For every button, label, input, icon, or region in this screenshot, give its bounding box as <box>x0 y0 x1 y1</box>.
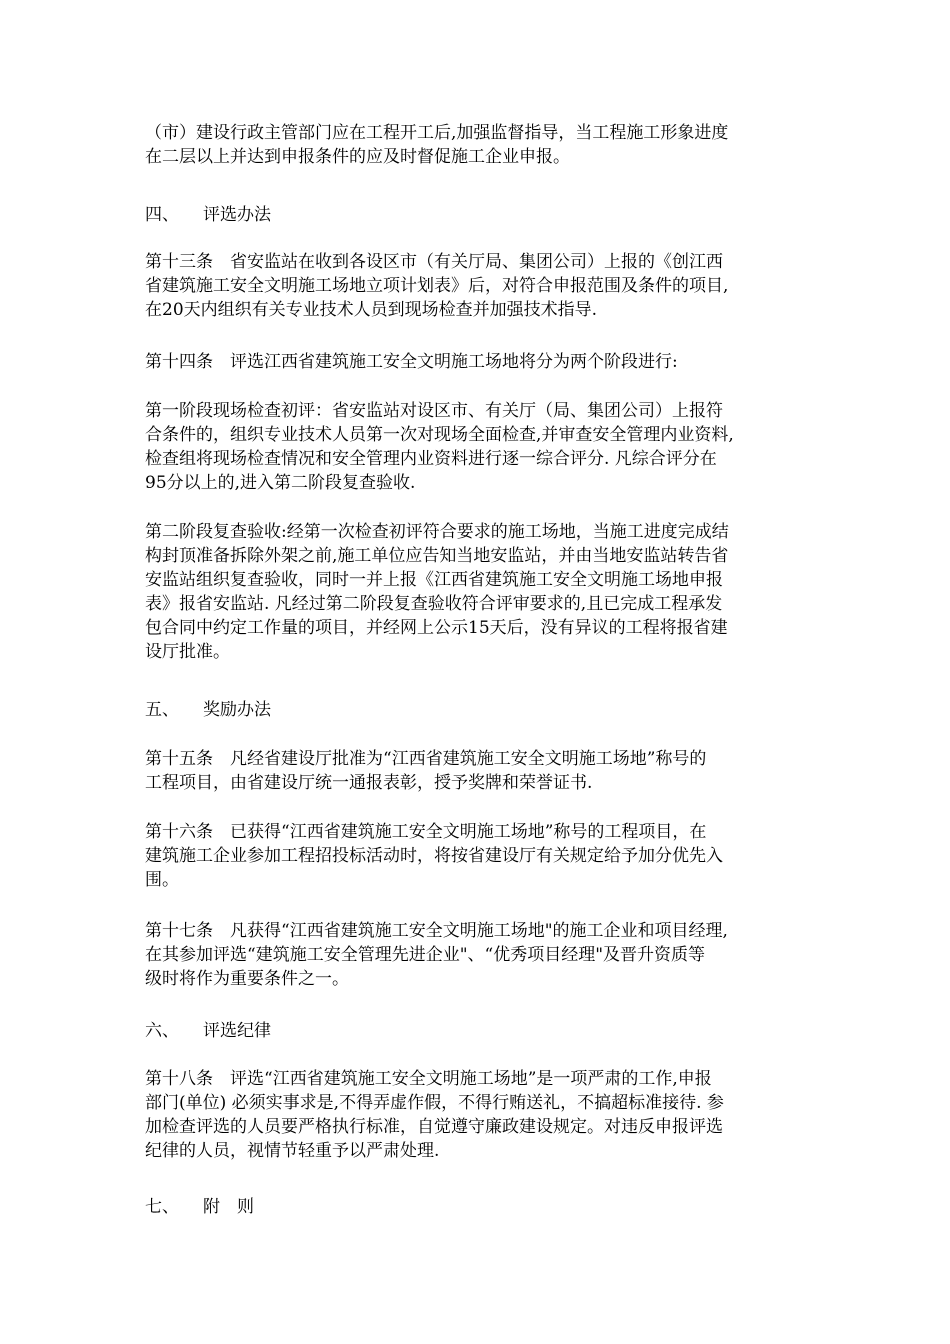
section-title: 评选办法 <box>203 205 271 225</box>
text-line: 省建筑施工安全文明施工场地立项计划表》后，对符合申报范围及条件的项目, <box>145 276 729 296</box>
text-line: 建筑施工企业参加工程招投标活动时，将按省建设厅有关规定给予加分优先入 <box>145 846 723 866</box>
text-line: 95分以上的,进入第二阶段复查验收. <box>145 473 416 493</box>
text-line: 纪律的人员，视情节轻重予以严肃处理. <box>145 1141 440 1161</box>
text-line: 在二层以上并达到申报条件的应及时督促施工企业申报。 <box>145 147 570 167</box>
paragraph-article-14 <box>145 350 810 374</box>
paragraph-article-15 <box>145 747 810 795</box>
paragraph-article-13 <box>145 250 810 322</box>
text-line: 第二阶段复查验收:经第一次检查初评符合要求的施工场地，当施工进度完成结 <box>145 522 729 542</box>
text-line: 表》报省安监站. 凡经过第二阶段复查验收符合评审要求的,且已完成工程承发 <box>145 594 723 614</box>
section-heading-7 <box>145 1195 810 1219</box>
section-heading-6 <box>145 1019 810 1043</box>
section-heading-5 <box>145 698 810 722</box>
paragraph-article-17 <box>145 919 810 991</box>
text-line: （市）建设行政主管部门应在工程开工后,加强监督指导，当工程施工形象进度 <box>145 123 729 143</box>
text-line: 第十三条 省安监站在收到各设区市（有关厅局、集团公司）上报的《创江西 <box>145 252 723 272</box>
section-title: 评选纪律 <box>203 1021 271 1041</box>
text-line: 工程项目，由省建设厅统一通报表彰，授予奖牌和荣誉证书. <box>145 773 593 793</box>
section-number: 四、 <box>145 205 179 225</box>
paragraph-article-16 <box>145 820 810 892</box>
paragraph-intro <box>145 121 810 169</box>
paragraph-stage-2 <box>145 520 810 664</box>
text-line: 安监站组织复查验收，同时一并上报《江西省建筑施工安全文明施工场地申报 <box>145 570 723 590</box>
text-line: 构封顶准备拆除外架之前,施工单位应告知当地安监站，并由当地安监站转告省 <box>145 546 729 566</box>
text-line: 围。 <box>145 870 179 890</box>
text-line: 第十六条 已获得“江西省建筑施工安全文明施工场地”称号的工程项目，在 <box>145 822 707 842</box>
text-line: 合条件的，组织专业技术人员第一次对现场全面检查,并审查安全管理内业资料, <box>145 425 734 445</box>
text-line: 第十四条 评选江西省建筑施工安全文明施工场地将分为两个阶段进行: <box>145 352 678 372</box>
text-line: 在20天内组织有关专业技术人员到现场检查并加强技术指导. <box>145 300 598 320</box>
text-line: 部门(单位) 必须实事求是,不得弄虚作假，不得行贿送礼，不搞超标准接待. 参 <box>145 1093 724 1113</box>
text-line: 检查组将现场检查情况和安全管理内业资料进行逐一综合评分. 凡综合评分在 <box>145 449 717 469</box>
section-number: 五、 <box>145 700 179 720</box>
paragraph-article-18 <box>145 1067 810 1163</box>
section-heading-4 <box>145 203 810 227</box>
text-line: 加检查评选的人员要严格执行标准，自觉遵守廉政建设规定。对违反申报评选 <box>145 1117 723 1137</box>
text-line: 级时将作为重要条件之一。 <box>145 969 349 989</box>
text-line: 第一阶段现场检查初评：省安监站对设区市、有关厅（局、集团公司）上报符 <box>145 401 723 421</box>
text-line: 第十八条 评选“江西省建筑施工安全文明施工场地”是一项严肃的工作,申报 <box>145 1069 712 1089</box>
text-line: 第十五条 凡经省建设厅批准为“江西省建筑施工安全文明施工场地”称号的 <box>145 749 707 769</box>
text-line: 第十七条 凡获得“江西省建筑施工安全文明施工场地"的施工企业和项目经理, <box>145 921 728 941</box>
paragraph-stage-1 <box>145 399 810 495</box>
text-line: 在其参加评选“建筑施工安全管理先进企业"、“优秀项目经理"及晋升资质等 <box>145 945 706 965</box>
text-line: 包合同中约定工作量的项目，并经网上公示15天后，没有异议的工程将报省建 <box>145 618 728 638</box>
section-number: 七、 <box>145 1197 179 1217</box>
section-number: 六、 <box>145 1021 179 1041</box>
text-line: 设厅批准。 <box>145 642 230 662</box>
section-title: 奖励办法 <box>203 700 271 720</box>
section-title: 附 则 <box>203 1197 254 1217</box>
